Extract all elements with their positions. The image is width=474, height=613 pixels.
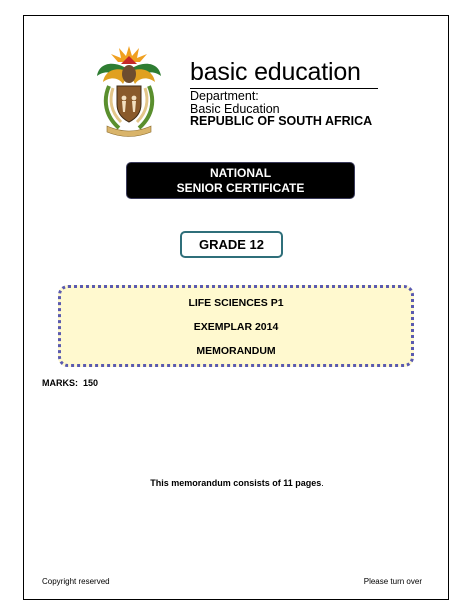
grade-label: GRADE 12 bbox=[198, 237, 265, 252]
exam-session: EXEMPLAR 2014 bbox=[193, 321, 279, 333]
marks-label: MARKS: bbox=[42, 378, 78, 388]
brand-title: basic education bbox=[190, 58, 361, 86]
page-count-note bbox=[0, 478, 474, 488]
page-count-prefix: This memorandum consists of bbox=[150, 478, 284, 488]
country-name: REPUBLIC OF SOUTH AFRICA bbox=[190, 114, 373, 128]
certificate-line-2: SENIOR CERTIFICATE bbox=[176, 180, 305, 195]
copyright-notice: Copyright reserved bbox=[42, 577, 110, 586]
document-type: MEMORANDUM bbox=[196, 345, 276, 357]
page-count-end: . bbox=[321, 478, 324, 488]
department-name: Basic Education bbox=[190, 102, 280, 116]
grade-badge bbox=[180, 231, 283, 258]
certificate-line-1: NATIONAL bbox=[209, 165, 272, 180]
turn-over-notice: Please turn over bbox=[363, 577, 422, 586]
page-count-suffix: pages bbox=[292, 478, 322, 488]
marks-line bbox=[42, 378, 98, 388]
certificate-banner bbox=[126, 162, 355, 199]
marks-value: 150 bbox=[83, 378, 99, 388]
page-count-value: 11 bbox=[283, 478, 293, 488]
subject-name: LIFE SCIENCES P1 bbox=[188, 297, 284, 309]
coat-of-arms-icon bbox=[93, 42, 165, 137]
department-label: Department: bbox=[190, 89, 259, 103]
subject-panel bbox=[58, 285, 414, 367]
